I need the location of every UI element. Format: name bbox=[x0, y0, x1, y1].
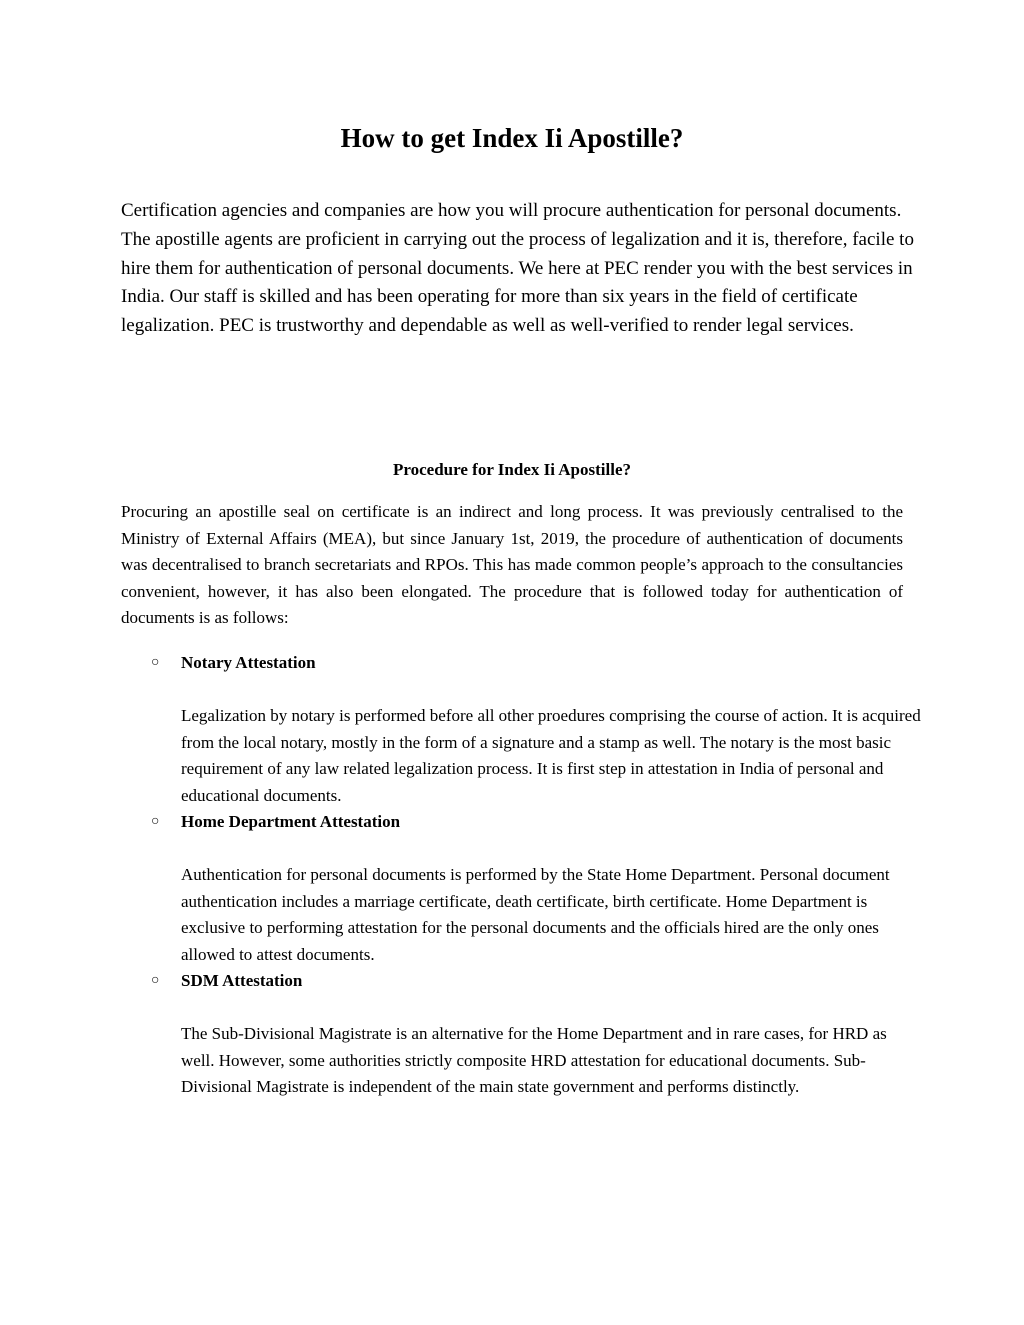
step-description: The Sub-Divisional Magistrate is an alternative for the Home Department and in rare cases, for HRD as well. However, some authorities strictly composite HRD attestation for educational documents. Sub-Divisional Magistrate is independent of the main state government and performs distinctly. bbox=[181, 1024, 887, 1096]
list-item-home-department-attestation bbox=[121, 809, 921, 968]
hollow-circle-bullet-icon: ○ bbox=[151, 814, 160, 829]
step-description: Legalization by notary is performed before all other proedures comprising the course of action. It is acquired from the local notary, mostly in the form of a signature and a stamp as well. The notary is the most basic requirement of any law related legalization process. It is first step in attestation in India of personal and educational documents. bbox=[181, 706, 921, 805]
hollow-circle-bullet-icon: ○ bbox=[151, 973, 160, 988]
intro-paragraph: Certification agencies and companies are how you will procure authentication for personal documents. The apostille agents are proficient in carrying out the process of legalization and it is, therefore, facile to hire them for authentication of personal documents. We here at PEC render you with the best services in India. Our staff is skilled and has been operating for more than six years in the field of certificate legalization. PEC is trustworthy and dependable as well as well-verified to render legal services. bbox=[121, 200, 914, 337]
step-heading: Notary Attestation bbox=[181, 653, 316, 672]
list-item-notary-attestation bbox=[121, 650, 921, 809]
section-heading: Procedure for Index Ii Apostille? bbox=[393, 460, 631, 479]
step-heading: Home Department Attestation bbox=[181, 812, 401, 831]
step-heading: SDM Attestation bbox=[181, 971, 303, 990]
hollow-circle-bullet-icon: ○ bbox=[151, 655, 160, 670]
list-item-sdm-attestation bbox=[121, 968, 921, 1101]
procedure-paragraph: Procuring an apostille seal on certificate is an indirect and long process. It was previously centralised to the Ministry of External Affairs (MEA), but since January 1st, 2019, the procedure of authentication of documents was decentralised to branch secretariats and RPOs. This has made common people’s approach to the consultancies convenient, however, it has also been elongated. The procedure that is followed today for authentication of documents is as follows: bbox=[121, 502, 903, 627]
step-description: Authentication for personal documents is performed by the State Home Department. Personal document authentication includes a marriage certificate, death certificate, birth certificate. Home Department is exclusive to performing attestation for the personal documents and the officials hired are the only ones allowed to attest documents. bbox=[181, 865, 890, 964]
attestation-steps-list bbox=[121, 650, 921, 1101]
page-title: How to get Index Ii Apostille? bbox=[340, 123, 684, 153]
